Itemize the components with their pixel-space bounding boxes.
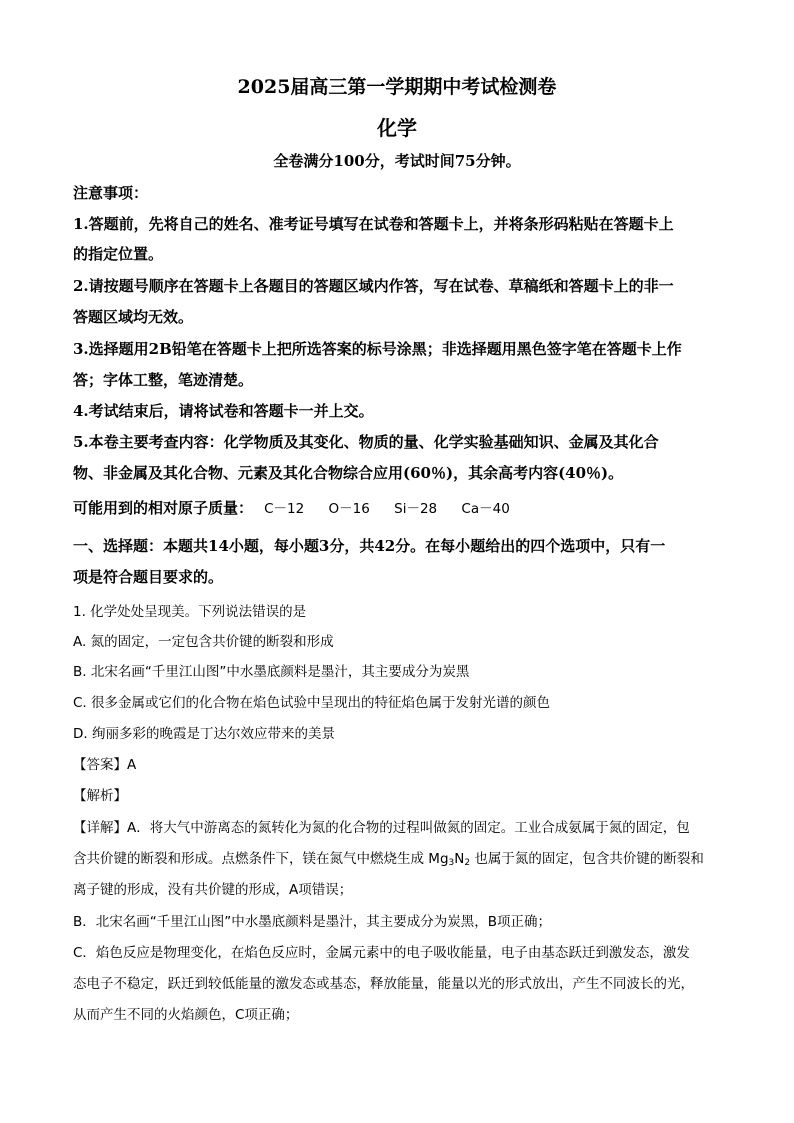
question-stem: 1. 化学处处呈现美。下列说法错误的是 bbox=[73, 604, 307, 620]
detail-line: 离子键的形成，没有共价键的形成，A项错误； bbox=[73, 882, 353, 898]
detail-line: 【详解】A．将大气中游离态的氮转化为氮的化合物的过程叫做氮的固定。工业合成氨属于氮的固定，包 bbox=[73, 820, 690, 836]
note-line: 1.答题前，先将自己的姓名、准考证号填写在试卷和答题卡上，并将条形码粘贴在答题卡上 bbox=[73, 215, 674, 233]
note-line: 5.本卷主要考查内容：化学物质及其变化、物质的量、化学实验基础知识、金属及其化合 bbox=[73, 433, 659, 451]
option-c: C. 很多金属或它们的化合物在焰色试验中呈现出的特征焰色属于发射光谱的颜色 bbox=[73, 695, 551, 711]
option-b: B. 北宋名画“千里江山图”中水墨底颜料是墨汁，其主要成分为炭黑 bbox=[73, 664, 470, 680]
detail-line: 态电子不稳定，跃迁到较低能量的激发态或基态，释放能量，能量以光的形式放出，产生不同波长的光， bbox=[73, 976, 694, 992]
detail-line: B．北宋名画“千里江山图”中水墨底颜料是墨汁，其主要成分为炭黑，B项正确； bbox=[73, 914, 552, 930]
atomic-mass-list bbox=[264, 501, 530, 517]
note-line: 的指定位置。 bbox=[73, 245, 164, 263]
note-line: 物、非金属及其化合物、元素及其化合物综合应用(60％)，其余高考内容(40％)。 bbox=[73, 464, 624, 482]
detail-line: C．焰色反应是物理变化，在焰色反应时，金属元素中的电子吸收能量，电子由基态跃迁到激发态，激发 bbox=[73, 945, 690, 961]
analysis-label: 【解析】 bbox=[73, 788, 127, 804]
note-line: 答；字体工整，笔迹清楚。 bbox=[73, 371, 254, 389]
detail-line: 从而产生不同的火焰颜色，C项正确； bbox=[73, 1007, 299, 1023]
note-line: 3.选择题用2B铅笔在答题卡上把所选答案的标号涂黑；非选择题用黑色签字笔在答题卡上作 bbox=[73, 340, 682, 358]
notes-heading: 注意事项： bbox=[73, 184, 149, 202]
note-line: 4.考试结束后，请将试卷和答题卡一并上交。 bbox=[73, 402, 374, 420]
element-mass: Ca－40 bbox=[461, 501, 510, 517]
exam-title: 2025届高三第一学期期中考试检测卷 bbox=[237, 76, 557, 98]
section-heading: 一、选择题：本题共14小题，每小题3分，共42分。在每小题给出的四个选项中，只有一 bbox=[73, 537, 666, 555]
element-mass: O－16 bbox=[328, 501, 370, 517]
option-a: A. 氮的固定，一定包含共价键的断裂和形成 bbox=[73, 634, 334, 650]
element-mass: C－12 bbox=[264, 501, 305, 517]
subject-title: 化学 bbox=[377, 116, 417, 140]
atomic-mass-row bbox=[73, 497, 530, 518]
answer: 【答案】A bbox=[73, 757, 137, 773]
option-d: D. 绚丽多彩的晚霞是丁达尔效应带来的美景 bbox=[73, 726, 335, 742]
section-heading-cont: 项是符合题目要求的。 bbox=[73, 568, 224, 586]
exam-info: 全卷满分100分，考试时间75分钟。 bbox=[273, 152, 521, 170]
detail-line: 含共价键的断裂和形成。点燃条件下，镁在氮气中燃烧生成 $Mg_3N_2$ 也属于氮的固定，包含共价键的断裂和 bbox=[73, 851, 704, 868]
note-line: 2.请按题号顺序在答题卡上各题目的答题区域内作答，写在试卷、草稿纸和答题卡上的非一 bbox=[73, 277, 674, 295]
element-mass: Si－28 bbox=[394, 501, 438, 517]
atomic-mass-label: 可能用到的相对原子质量： bbox=[73, 499, 254, 517]
note-line: 答题区域均无效。 bbox=[73, 308, 194, 326]
